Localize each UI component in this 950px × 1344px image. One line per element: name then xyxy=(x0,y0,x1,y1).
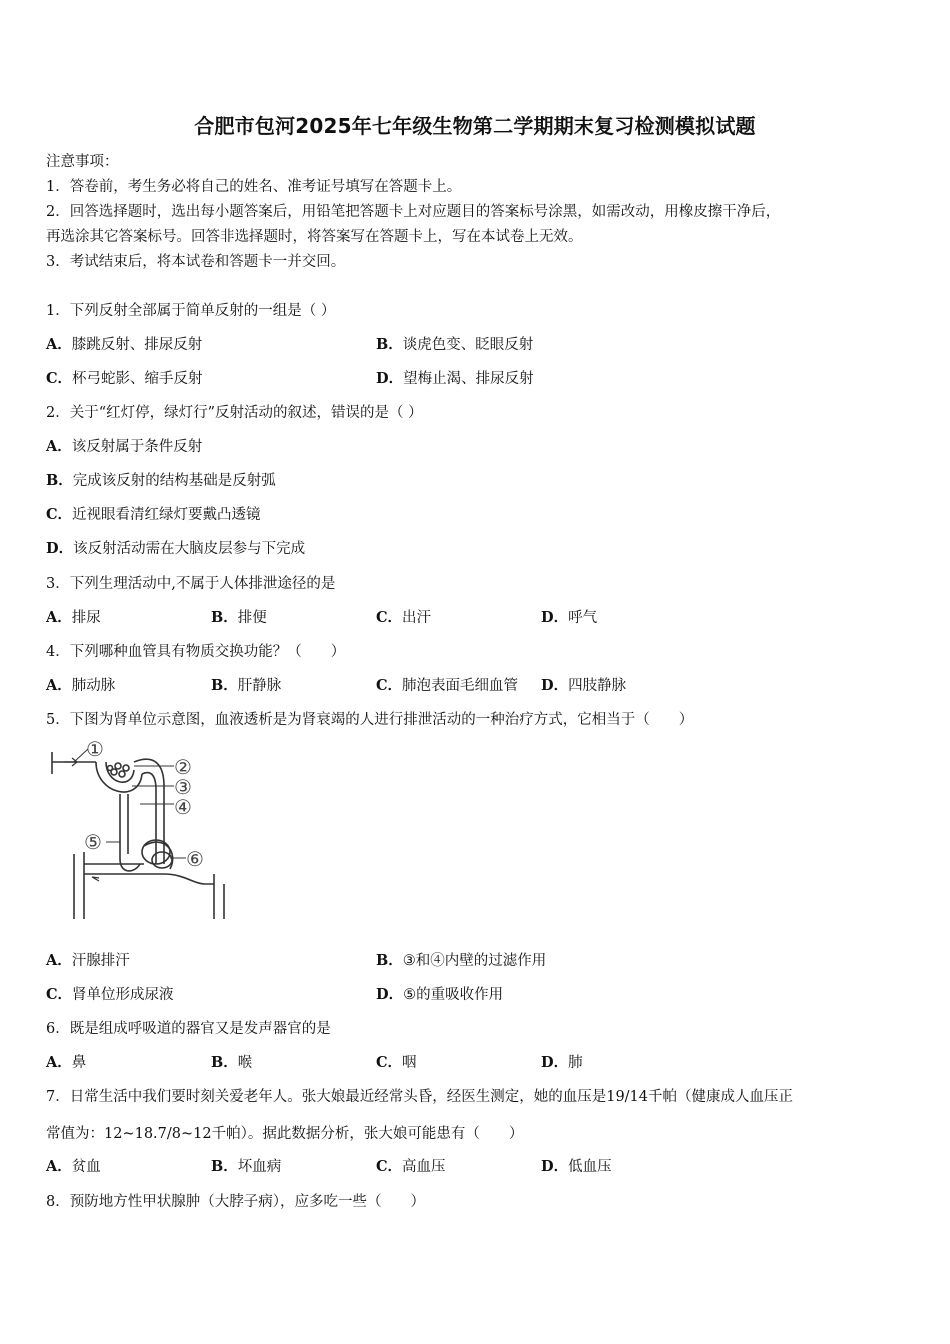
q7-option-a[interactable]: A．贫血 xyxy=(46,1158,101,1175)
q7-option-d[interactable]: D．低血压 xyxy=(541,1158,612,1175)
diagram-label-4: ④ xyxy=(174,795,192,819)
q6-option-a[interactable]: A．鼻 xyxy=(46,1054,87,1071)
diagram-label-3: ③ xyxy=(174,775,192,799)
q4-option-d[interactable]: D．四肢静脉 xyxy=(541,677,627,694)
q1-option-c[interactable]: C．杯弓蛇影、缩手反射 xyxy=(46,370,203,387)
question-4-stem: 4．下列哪种血管具有物质交换功能？（ ） xyxy=(46,644,346,660)
q2-option-c[interactable]: C．近视眼看清红绿灯要戴凸透镜 xyxy=(46,506,261,523)
q2-option-a[interactable]: A．该反射属于条件反射 xyxy=(46,438,203,455)
q3-option-b[interactable]: B．排便 xyxy=(211,609,267,626)
question-1-stem: 1．下列反射全部属于简单反射的一组是（ ） xyxy=(46,303,336,319)
q3-option-c[interactable]: C．出汗 xyxy=(376,609,432,626)
q5-option-a[interactable]: A．汗腺排汗 xyxy=(46,952,130,969)
diagram-label-2: ② xyxy=(174,755,192,779)
q6-option-b[interactable]: B．喉 xyxy=(211,1054,253,1071)
question-7-stem: 7．日常生活中我们要时刻关爱老年人。张大娘最近经常头昏，经医生测定，她的血压是19/14千帕（健康成人血压正 xyxy=(46,1089,794,1105)
q5-option-c[interactable]: C．肾单位形成尿液 xyxy=(46,986,174,1003)
q1-option-d[interactable]: D．望梅止渴、排尿反射 xyxy=(376,370,534,387)
question-3-stem: 3．下列生理活动中,不属于人体排泄途径的是 xyxy=(46,576,336,592)
q4-option-a[interactable]: A．肺动脉 xyxy=(46,677,116,694)
diagram-label-1: ① xyxy=(86,737,104,761)
q6-option-c[interactable]: C．咽 xyxy=(376,1054,417,1071)
notice-item: 2．回答选择题时，选出每小题答案后，用铅笔把答题卡上对应题目的答案标号涂黑，如需改动，用橡皮擦干净后， xyxy=(46,204,781,220)
q4-option-c[interactable]: C．肺泡表面毛细血管 xyxy=(376,677,519,694)
q3-option-d[interactable]: D．呼气 xyxy=(541,609,598,626)
nephron-diagram xyxy=(44,734,234,924)
question-2-stem: 2．关于“红灯停，绿灯行”反射活动的叙述，错误的是（ ） xyxy=(46,405,423,421)
notice-heading: 注意事项： xyxy=(46,154,119,170)
q1-option-a[interactable]: A．膝跳反射、排尿反射 xyxy=(46,336,203,353)
q2-option-b[interactable]: B．完成该反射的结构基础是反射弧 xyxy=(46,472,276,489)
notice-item: 1．答卷前，考生务必将自己的姓名、准考证号填写在答题卡上。 xyxy=(46,179,462,195)
question-7-stem-cont: 常值为：12~18.7/8~12千帕）。据此数据分析，张大娘可能患有（ ） xyxy=(46,1126,524,1142)
question-8-stem: 8．预防地方性甲状腺肿（大脖子病），应多吃一些（ ） xyxy=(46,1194,425,1210)
q2-option-d[interactable]: D．该反射活动需在大脑皮层参与下完成 xyxy=(46,540,306,557)
question-5-stem: 5．下图为肾单位示意图，血液透析是为肾衰竭的人进行排泄活动的一种治疗方式，它相当于（ ） xyxy=(46,712,694,728)
q5-option-d[interactable]: D．⑤的重吸收作用 xyxy=(376,986,504,1003)
q1-option-b[interactable]: B．谈虎色变、眨眼反射 xyxy=(376,336,534,353)
q4-option-b[interactable]: B．肝静脉 xyxy=(211,677,282,694)
notice-item: 再选涂其它答案标号。回答非选择题时，将答案写在答题卡上，写在本试卷上无效。 xyxy=(46,229,583,245)
page-title: 合肥市包河2025年七年级生物第二学期期末复习检测模拟试题 xyxy=(194,114,756,138)
q3-option-a[interactable]: A．排尿 xyxy=(46,609,101,626)
q7-option-b[interactable]: B．坏血病 xyxy=(211,1158,282,1175)
question-6-stem: 6．既是组成呼吸道的器官又是发声器官的是 xyxy=(46,1021,331,1037)
notice-item: 3．考试结束后，将本试卷和答题卡一并交回。 xyxy=(46,254,346,270)
q5-option-b[interactable]: B．③和④内壁的过滤作用 xyxy=(376,952,547,969)
q6-option-d[interactable]: D．肺 xyxy=(541,1054,583,1071)
q7-option-c[interactable]: C．高血压 xyxy=(376,1158,446,1175)
diagram-label-5: ⑤ xyxy=(84,830,102,854)
diagram-label-6: ⑥ xyxy=(186,847,204,871)
